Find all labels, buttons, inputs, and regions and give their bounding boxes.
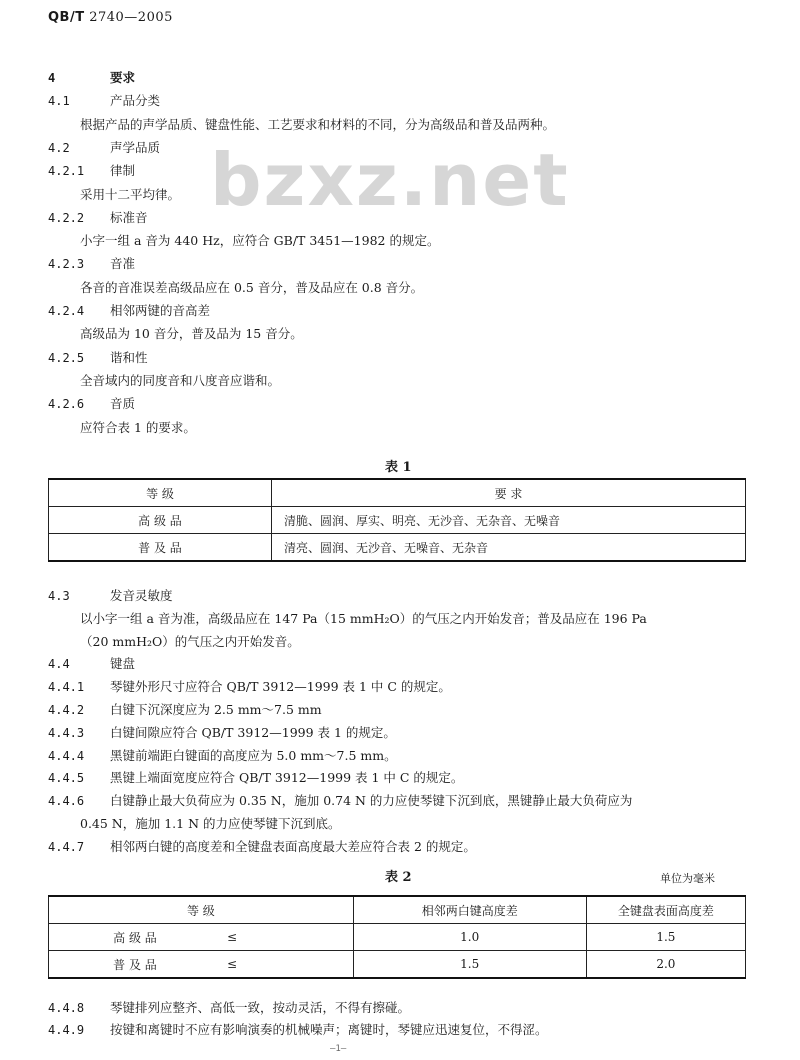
clause-number: 4.2.6 bbox=[48, 397, 85, 412]
clause-number: 4.4.4 bbox=[48, 748, 85, 763]
table2-caption: 表 2 bbox=[385, 870, 412, 885]
clause-number: 4.4.3 bbox=[48, 725, 85, 740]
clause-text: 产品分类 bbox=[110, 93, 161, 109]
watermark: bzxz.net bbox=[210, 138, 570, 222]
text-line bbox=[48, 700, 322, 718]
table2-cell: ≤ bbox=[221, 951, 353, 979]
table2-header-grade: 等 级 bbox=[49, 896, 354, 924]
clause-text: 黑键前端距白键面的高度应为 5.0 mm～7.5 mm。 bbox=[110, 747, 397, 763]
clause-text: 标准音 bbox=[110, 209, 148, 225]
table2-cell: 1.5 bbox=[353, 951, 586, 979]
table2-cell: 2.0 bbox=[586, 951, 745, 979]
clause-text: 声学品质 bbox=[110, 139, 161, 155]
clause-text: 黑键上端面宽度应符合 QB/T 3912—1999 表 1 中 C 的规定。 bbox=[110, 770, 464, 786]
text-line bbox=[80, 185, 180, 203]
text-line bbox=[80, 814, 340, 832]
clause-number: 4.4.6 bbox=[48, 794, 85, 809]
text-line bbox=[80, 609, 647, 627]
clause-text: （20 mmH₂O）的气压之内开始发音。 bbox=[80, 633, 300, 649]
clause-number: 4.4.9 bbox=[48, 1023, 85, 1037]
text-line bbox=[48, 301, 210, 319]
table-row bbox=[49, 951, 746, 979]
clause-text: 相邻两键的音高差 bbox=[110, 303, 211, 318]
clause-number: 4 bbox=[48, 71, 56, 85]
table1-cell: 高 级 品 bbox=[49, 507, 272, 534]
clause-text: 音准 bbox=[110, 256, 136, 272]
table1 bbox=[48, 478, 746, 562]
clause-text: 相邻两白键的高度差和全键盘表面高度最大差应符合表 2 的规定。 bbox=[110, 838, 476, 854]
text-line bbox=[80, 278, 423, 296]
clause-number: 4.2.1 bbox=[48, 164, 85, 179]
clause-number: 4.4.8 bbox=[48, 1001, 85, 1015]
table-row bbox=[49, 507, 746, 534]
text-line bbox=[80, 632, 300, 650]
text-line bbox=[48, 394, 135, 412]
clause-text: 发音灵敏度 bbox=[110, 588, 173, 603]
standard-code: QB/T bbox=[48, 10, 85, 25]
text-line bbox=[48, 677, 451, 695]
clause-number: 4.4.5 bbox=[48, 771, 85, 786]
table2-cell: 1.5 bbox=[586, 924, 745, 951]
text-line bbox=[48, 138, 160, 156]
text-line bbox=[48, 161, 135, 179]
clause-text: 全音域内的同度音和八度音应谐和。 bbox=[80, 372, 281, 388]
clause-text: 琴键外形尺寸应符合 QB/T 3912—1999 表 1 中 C 的规定。 bbox=[110, 679, 451, 695]
table-row bbox=[49, 534, 746, 562]
table2-header-row bbox=[49, 896, 746, 924]
clause-text: 要求 bbox=[110, 70, 136, 85]
text-line bbox=[48, 746, 397, 764]
clause-text: 音质 bbox=[110, 396, 136, 412]
table2 bbox=[48, 895, 746, 979]
table1-cell: 普 及 品 bbox=[49, 534, 272, 562]
table1-cell: 清脆、圆润、厚实、明亮、无沙音、无杂音、无噪音 bbox=[272, 507, 746, 534]
clause-text: 键盘 bbox=[110, 656, 136, 672]
table-row bbox=[49, 924, 746, 951]
clause-number: 4.3 bbox=[48, 589, 70, 603]
text-line bbox=[80, 324, 303, 342]
text-line bbox=[48, 791, 632, 809]
standard-number: 2740—2005 bbox=[89, 10, 173, 25]
text-line bbox=[48, 586, 173, 604]
table1-header-requirement: 要 求 bbox=[272, 479, 746, 507]
clause-text: 白键下沉深度应为 2.5 mm～7.5 mm bbox=[110, 702, 322, 717]
table2-cell: 1.0 bbox=[353, 924, 586, 951]
text-line bbox=[48, 654, 135, 672]
clause-text: 高级品为 10 音分，普及品为 15 音分。 bbox=[80, 326, 303, 342]
clause-text: 白键间隙应符合 QB/T 3912—1999 表 1 的规定。 bbox=[110, 724, 396, 740]
clause-number: 4.4.1 bbox=[48, 680, 85, 695]
text-line bbox=[48, 68, 135, 86]
table2-unit: 单位为毫米 bbox=[660, 872, 715, 885]
text-line bbox=[48, 768, 463, 786]
clause-text: 琴键排列应整齐、高低一致，按动灵活，不得有擦碰。 bbox=[110, 1000, 411, 1015]
clause-number: 4.4 bbox=[48, 657, 70, 672]
text-line bbox=[80, 418, 196, 436]
clause-text: 应符合表 1 的要求。 bbox=[80, 419, 196, 435]
table1-cell: 清亮、圆润、无沙音、无噪音、无杂音 bbox=[272, 534, 746, 562]
clause-number: 4.4.7 bbox=[48, 839, 85, 854]
text-line bbox=[48, 723, 396, 741]
text-line bbox=[48, 254, 135, 272]
clause-text: 根据产品的声学品质、键盘性能、工艺要求和材料的不同，分为高级品和普及品两种。 bbox=[80, 116, 556, 132]
text-line bbox=[48, 1020, 548, 1038]
text-line bbox=[48, 91, 160, 109]
table1-header-row bbox=[49, 479, 746, 507]
clause-text: 各音的音准误差高级品应在 0.5 音分，普及品应在 0.8 音分。 bbox=[80, 279, 424, 295]
page-footer: —1— bbox=[330, 1044, 347, 1054]
table2-header-adjacent: 相邻两白键高度差 bbox=[353, 896, 586, 924]
clause-text: 以小字一组 a 音为准，高级品应在 147 Pa（15 mmH₂O）的气压之内开始发音；普及品应在 196 Pa bbox=[80, 610, 647, 626]
document-header bbox=[48, 10, 173, 25]
table2-cell: 高 级 品 bbox=[49, 924, 222, 951]
text-line bbox=[80, 371, 280, 389]
clause-text: 0.45 N，施加 1.1 N 的力应使琴键下沉到底。 bbox=[80, 816, 341, 831]
text-line bbox=[80, 115, 555, 133]
text-line bbox=[80, 231, 439, 249]
clause-number: 4.4.2 bbox=[48, 703, 85, 717]
table1-caption: 表 1 bbox=[385, 460, 412, 475]
clause-number: 4.2.3 bbox=[48, 257, 85, 272]
text-line bbox=[48, 348, 148, 366]
table2-header-surface: 全键盘表面高度差 bbox=[586, 896, 745, 924]
clause-text: 白键静止最大负荷应为 0.35 N，施加 0.74 N 的力应使琴键下沉到底，黑键静止最大负荷应为 bbox=[110, 793, 633, 809]
clause-number: 4.1 bbox=[48, 94, 70, 109]
clause-number: 4.2.2 bbox=[48, 210, 85, 225]
clause-text: 谐和性 bbox=[110, 349, 148, 365]
text-line bbox=[48, 208, 148, 226]
table1-header-grade: 等 级 bbox=[49, 479, 272, 507]
text-line bbox=[48, 837, 476, 855]
table2-cell: ≤ bbox=[221, 924, 353, 951]
clause-number: 4.2.5 bbox=[48, 350, 85, 365]
clause-text: 按键和离键时不应有影响演奏的机械噪声；离键时，琴键应迅速复位，不得涩。 bbox=[110, 1022, 548, 1037]
clause-number: 4.2.4 bbox=[48, 304, 85, 318]
clause-text: 采用十二平均律。 bbox=[80, 186, 181, 202]
table2-cell: 普 及 品 bbox=[49, 951, 222, 979]
text-line bbox=[48, 998, 410, 1016]
clause-text: 小字一组 a 音为 440 Hz，应符合 GB/T 3451—1982 的规定。 bbox=[80, 233, 440, 249]
clause-number: 4.2 bbox=[48, 140, 70, 155]
clause-text: 律制 bbox=[110, 163, 136, 179]
